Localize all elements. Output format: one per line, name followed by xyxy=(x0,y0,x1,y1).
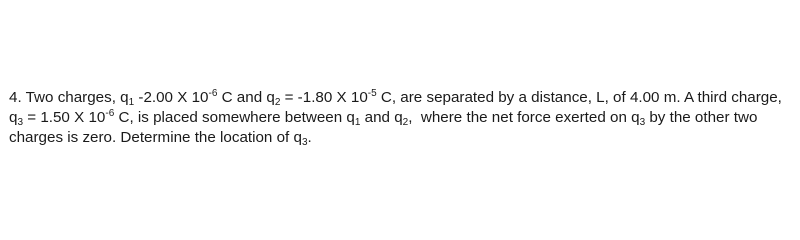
exponent: -6 xyxy=(105,108,115,120)
subscript: 1 xyxy=(128,97,135,109)
problem-text-segment: Two charges, q xyxy=(21,89,129,107)
problem-text-segment: = -1.80 X 10 xyxy=(280,89,368,107)
exponent: -6 xyxy=(208,88,218,100)
subscript: 2 xyxy=(274,97,281,109)
exponent: -5 xyxy=(367,88,377,100)
subscript: 3 xyxy=(17,117,24,129)
problem-text-segment: by the other two charges is zero. Determine the location of q xyxy=(9,109,758,147)
problem-text-segment: , where the net force exerted on q xyxy=(408,109,640,127)
problem-number: 4. xyxy=(9,89,22,107)
problem-text-segment: . xyxy=(307,129,312,147)
problem-text-segment: C, is placed somewhere between q xyxy=(114,109,355,127)
problem-text-segment: -2.00 X 10 xyxy=(134,89,209,107)
problem-text-segment: = 1.50 X 10 xyxy=(23,109,106,127)
subscript: 3 xyxy=(301,137,308,149)
subscript: 1 xyxy=(354,117,361,129)
problem-text xyxy=(9,88,793,148)
problem-text-segment: and q xyxy=(360,109,403,127)
problem-text-segment: C, are separated by a distance, L, of 4.00 m. A third charge, q xyxy=(9,89,782,127)
subscript: 3 xyxy=(639,117,646,129)
problem-text-segment: C and q xyxy=(217,89,275,107)
subscript: 2 xyxy=(402,117,409,129)
